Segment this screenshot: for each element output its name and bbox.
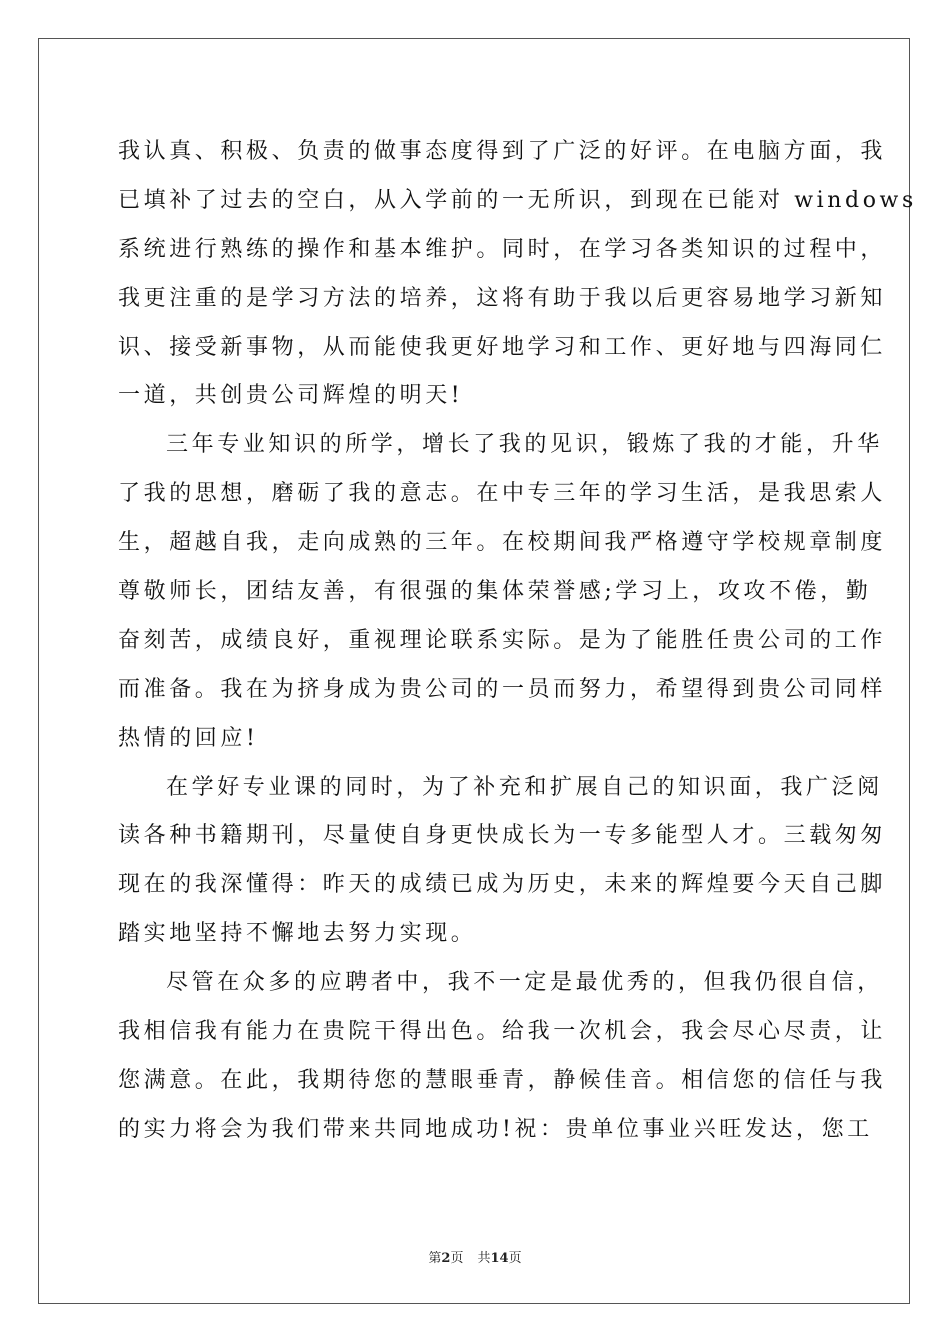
footer-total-prefix: 共: [477, 1251, 491, 1266]
text-line: 奋刻苦，成绩良好，重视理论联系实际。是为了能胜任贵公司的工作: [118, 627, 887, 653]
footer-total-pages: 14: [490, 1251, 509, 1266]
text-line: 我更注重的是学习方法的培养，这将有助于我以后更容易地学习新知: [118, 285, 887, 311]
text-line: 读各种书籍期刊，尽量使自身更快成长为一专多能型人才。三载匆匆: [118, 823, 887, 849]
text-line: 系统进行熟练的操作和基本维护。同时，在学习各类知识的过程中，: [118, 236, 887, 262]
text-line: 踏实地坚持不懈地去努力实现。: [118, 921, 477, 947]
text-line: 我认真、积极、负责的做事态度得到了广泛的好评。在电脑方面，我: [118, 139, 887, 164]
footer-page-suffix: 页: [450, 1251, 464, 1266]
footer-total-suffix: 页: [508, 1251, 522, 1266]
text-line: 而准备。我在为挤身成为贵公司的一员而努力，希望得到贵公司同样: [118, 676, 887, 702]
footer-page-number: 2: [441, 1251, 451, 1266]
text-line: 热情的回应!: [118, 725, 259, 751]
text-line: 我相信我有能力在贵院干得出色。给我一次机会，我会尽心尽责，让: [118, 1019, 887, 1045]
text-line: 三年专业知识的所学，增长了我的见识，锻炼了我的才能，升华: [166, 432, 883, 458]
text-line: 识、接受新事物，从而能使我更好地学习和工作、更好地与四海同仁: [118, 334, 887, 360]
footer-page-prefix: 第: [428, 1251, 442, 1266]
text-line: 在学好专业课的同时，为了补充和扩展自己的知识面，我广泛阅: [166, 774, 883, 800]
text-line: 了我的思想，磨砺了我的意志。在中专三年的学习生活，是我思索人: [118, 481, 887, 507]
document-body: [118, 128, 917, 1155]
text-line: 您满意。在此，我期待您的慧眼垂青，静候佳音。相信您的信任与我: [118, 1067, 887, 1093]
text-line: 已填补了过去的空白，从入学前的一无所识，到现在已能对 windows: [118, 187, 917, 213]
text-line: 尽管在众多的应聘者中，我不一定是最优秀的，但我仍很自信，: [166, 970, 883, 996]
text-line: 尊敬师长，团结友善，有很强的集体荣誉感;学习上，攻攻不倦，勤: [118, 579, 872, 605]
text-line: 的实力将会为我们带来共同地成功!祝：贵单位事业兴旺发达，您工: [118, 1116, 873, 1142]
page-footer: [0, 1247, 950, 1266]
text-line: 一道，共创贵公司辉煌的明天!: [118, 383, 464, 409]
text-line: 生，超越自我，走向成熟的三年。在校期间我严格遵守学校规章制度: [118, 530, 887, 556]
text-line: 现在的我深懂得：昨天的成绩已成为历史，未来的辉煌要今天自己脚: [118, 872, 887, 898]
